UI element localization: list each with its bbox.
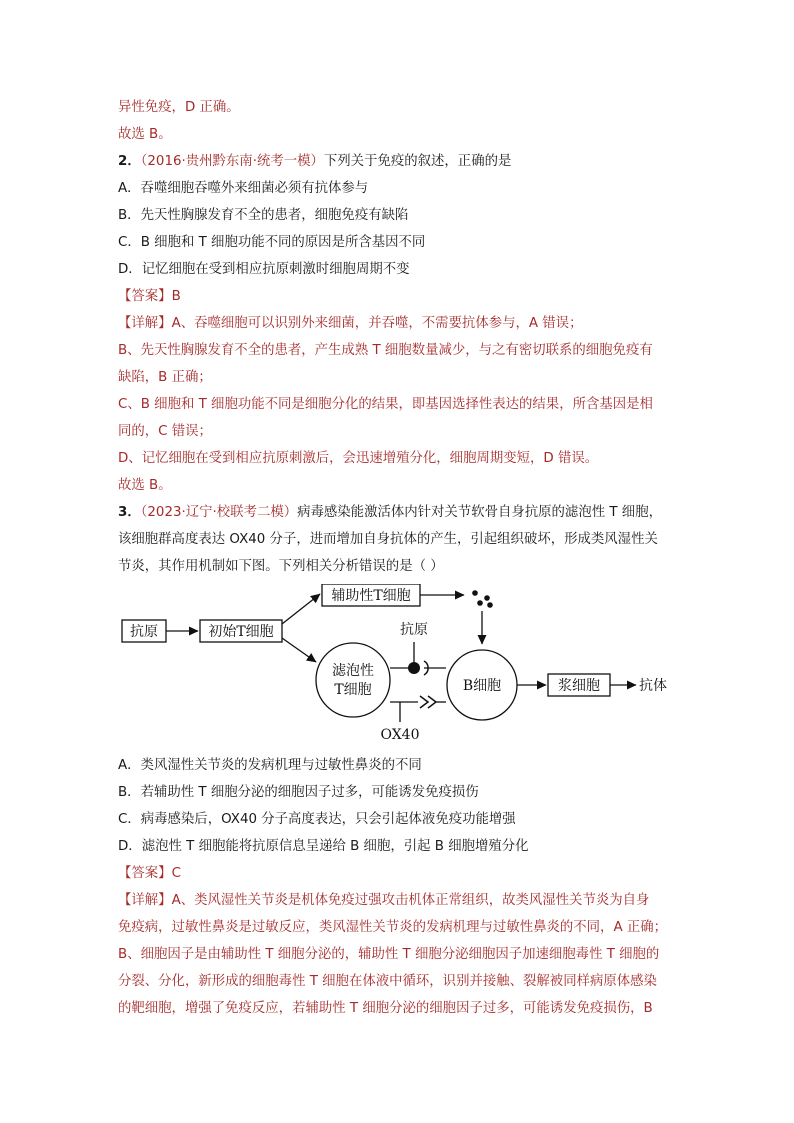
explanation-line: C、B 细胞和 T 细胞功能不同是细胞分化的结果，即基因选择性表达的结果，所含基因是相 xyxy=(118,397,653,412)
explanation-line: 的靶细胞，增强了免疫反应，若辅助性 T 细胞分泌的细胞因子过多，可能诱发免疫损伤，B xyxy=(118,1001,653,1016)
explanation-text: A、类风湿性关节炎是机体免疫过强攻击机体正常组织，故类风湿性关节炎为自身 xyxy=(171,893,650,908)
arrow xyxy=(282,638,316,662)
answer-label: 【答案】 xyxy=(118,289,172,304)
question-number: 2． xyxy=(118,154,141,169)
question-text: 下列关于免疫的叙述，正确的是 xyxy=(323,154,512,169)
diagram-svg xyxy=(118,584,678,752)
explanation-line: 分裂、分化，新形成的细胞毒性 T 细胞在体液中循环，识别并接触、裂解被同样病原体感染 xyxy=(118,974,657,989)
explanation-line: 同的，C 错误； xyxy=(118,424,212,439)
immune-mechanism-diagram xyxy=(118,584,678,752)
conclusion-line: 故选 B。 xyxy=(118,478,172,493)
option-c: C．病毒感染后，OX40 分子高度表达，只会引起体液免疫功能增强 xyxy=(118,812,516,827)
answer-value: B xyxy=(171,289,181,304)
antigen-top-label: 抗原 xyxy=(400,622,428,638)
explanation-label: 【详解】 xyxy=(118,316,172,331)
answer-line xyxy=(118,860,678,887)
answer-label: 【答案】 xyxy=(118,866,172,881)
follicular-t-cell xyxy=(316,643,390,717)
arrow xyxy=(282,594,320,624)
follicular-t-cell-label: T细胞 xyxy=(334,682,372,698)
question-number: 3． xyxy=(118,505,141,520)
explanation-line: 缺陷，B 正确； xyxy=(118,370,212,385)
option-b: B．若辅助性 T 细胞分泌的细胞因子过多，可能诱发免疫损伤 xyxy=(118,785,479,800)
option-d: D．滤泡性 T 细胞能将抗原信息呈递给 B 细胞，引起 B 细胞增殖分化 xyxy=(118,839,529,854)
antigen-particle xyxy=(408,662,420,674)
question-3-stem xyxy=(118,499,678,526)
ox40-ligand xyxy=(420,696,428,708)
explanation-line: B、先天性胸腺发育不全的患者，产生成熟 T 细胞数量减少，与之有密切联系的细胞免疫有 xyxy=(118,343,653,358)
cytokine-dot xyxy=(472,590,478,596)
naive-t-cell-label: 初始T细胞 xyxy=(208,624,274,640)
question-text-line: 该细胞群高度表达 OX40 分子，进而增加自身抗体的产生，引起组织破坏，形成类风湿性关 xyxy=(118,532,658,547)
option-a: A．吞噬细胞吞噬外来细菌必须有抗体参与 xyxy=(118,181,369,196)
explanation-line: D、记忆细胞在受到相应抗原刺激后，会迅速增殖分化，细胞周期变短，D 错误。 xyxy=(118,451,599,466)
explanation-line: B、细胞因子是由辅助性 T 细胞分泌的，辅助性 T 细胞分泌细胞因子加速细胞毒性 T 细胞的 xyxy=(118,947,660,962)
follicular-t-cell-label: 滤泡性 xyxy=(332,663,374,679)
antibody-label: 抗体 xyxy=(639,678,667,694)
answer-value: C xyxy=(171,866,181,881)
option-b: B．先天性胸腺发育不全的患者，细胞免疫有缺陷 xyxy=(118,208,409,223)
helper-t-cell-label: 辅助性T细胞 xyxy=(331,588,411,604)
document-page xyxy=(118,94,678,1022)
option-a: A．类风湿性关节炎的发病机理与过敏性鼻炎的不同 xyxy=(118,758,422,773)
explanation-text: A、吞噬细胞可以识别外来细菌，并吞噬，不需要抗体参与，A 错误； xyxy=(171,316,583,331)
explanation-label: 【详解】 xyxy=(118,893,172,908)
answer-line xyxy=(118,283,678,310)
cytokine-dot xyxy=(484,595,490,601)
explanation-line xyxy=(118,310,678,337)
question-2-stem xyxy=(118,148,678,175)
question-text: 病毒感染能激活体内针对关节软骨自身抗原的滤泡性 T 细胞， xyxy=(297,505,662,520)
explanation-line xyxy=(118,887,678,914)
cytokine-dot xyxy=(487,602,493,608)
cytokine-dot xyxy=(477,600,483,606)
plasma-cell-label: 浆细胞 xyxy=(558,678,600,694)
question-source: （2023·辽宁·校联考二模） xyxy=(140,505,298,520)
explanation-line: 免疫病，过敏性鼻炎是过敏反应，类风湿性关节炎的发病机理与过敏性鼻炎的不同，A 正确； xyxy=(118,920,668,935)
antigen-label: 抗原 xyxy=(130,624,158,640)
question-text-line: 节炎，其作用机制如下图。下列相关分析错误的是（ ） xyxy=(118,559,444,574)
option-d: D．记忆细胞在受到相应抗原刺激时细胞周期不变 xyxy=(118,262,410,277)
question-source: （2016·贵州黔东南·统考一模） xyxy=(140,154,324,169)
b-cell-label: B细胞 xyxy=(462,678,502,694)
text-line: 异性免疫，D 正确。 xyxy=(118,100,240,115)
option-c: C．B 细胞和 T 细胞功能不同的原因是所含基因不同 xyxy=(118,235,426,250)
ox40-label: OX40 xyxy=(380,727,420,743)
text-line: 故选 B。 xyxy=(118,127,172,142)
